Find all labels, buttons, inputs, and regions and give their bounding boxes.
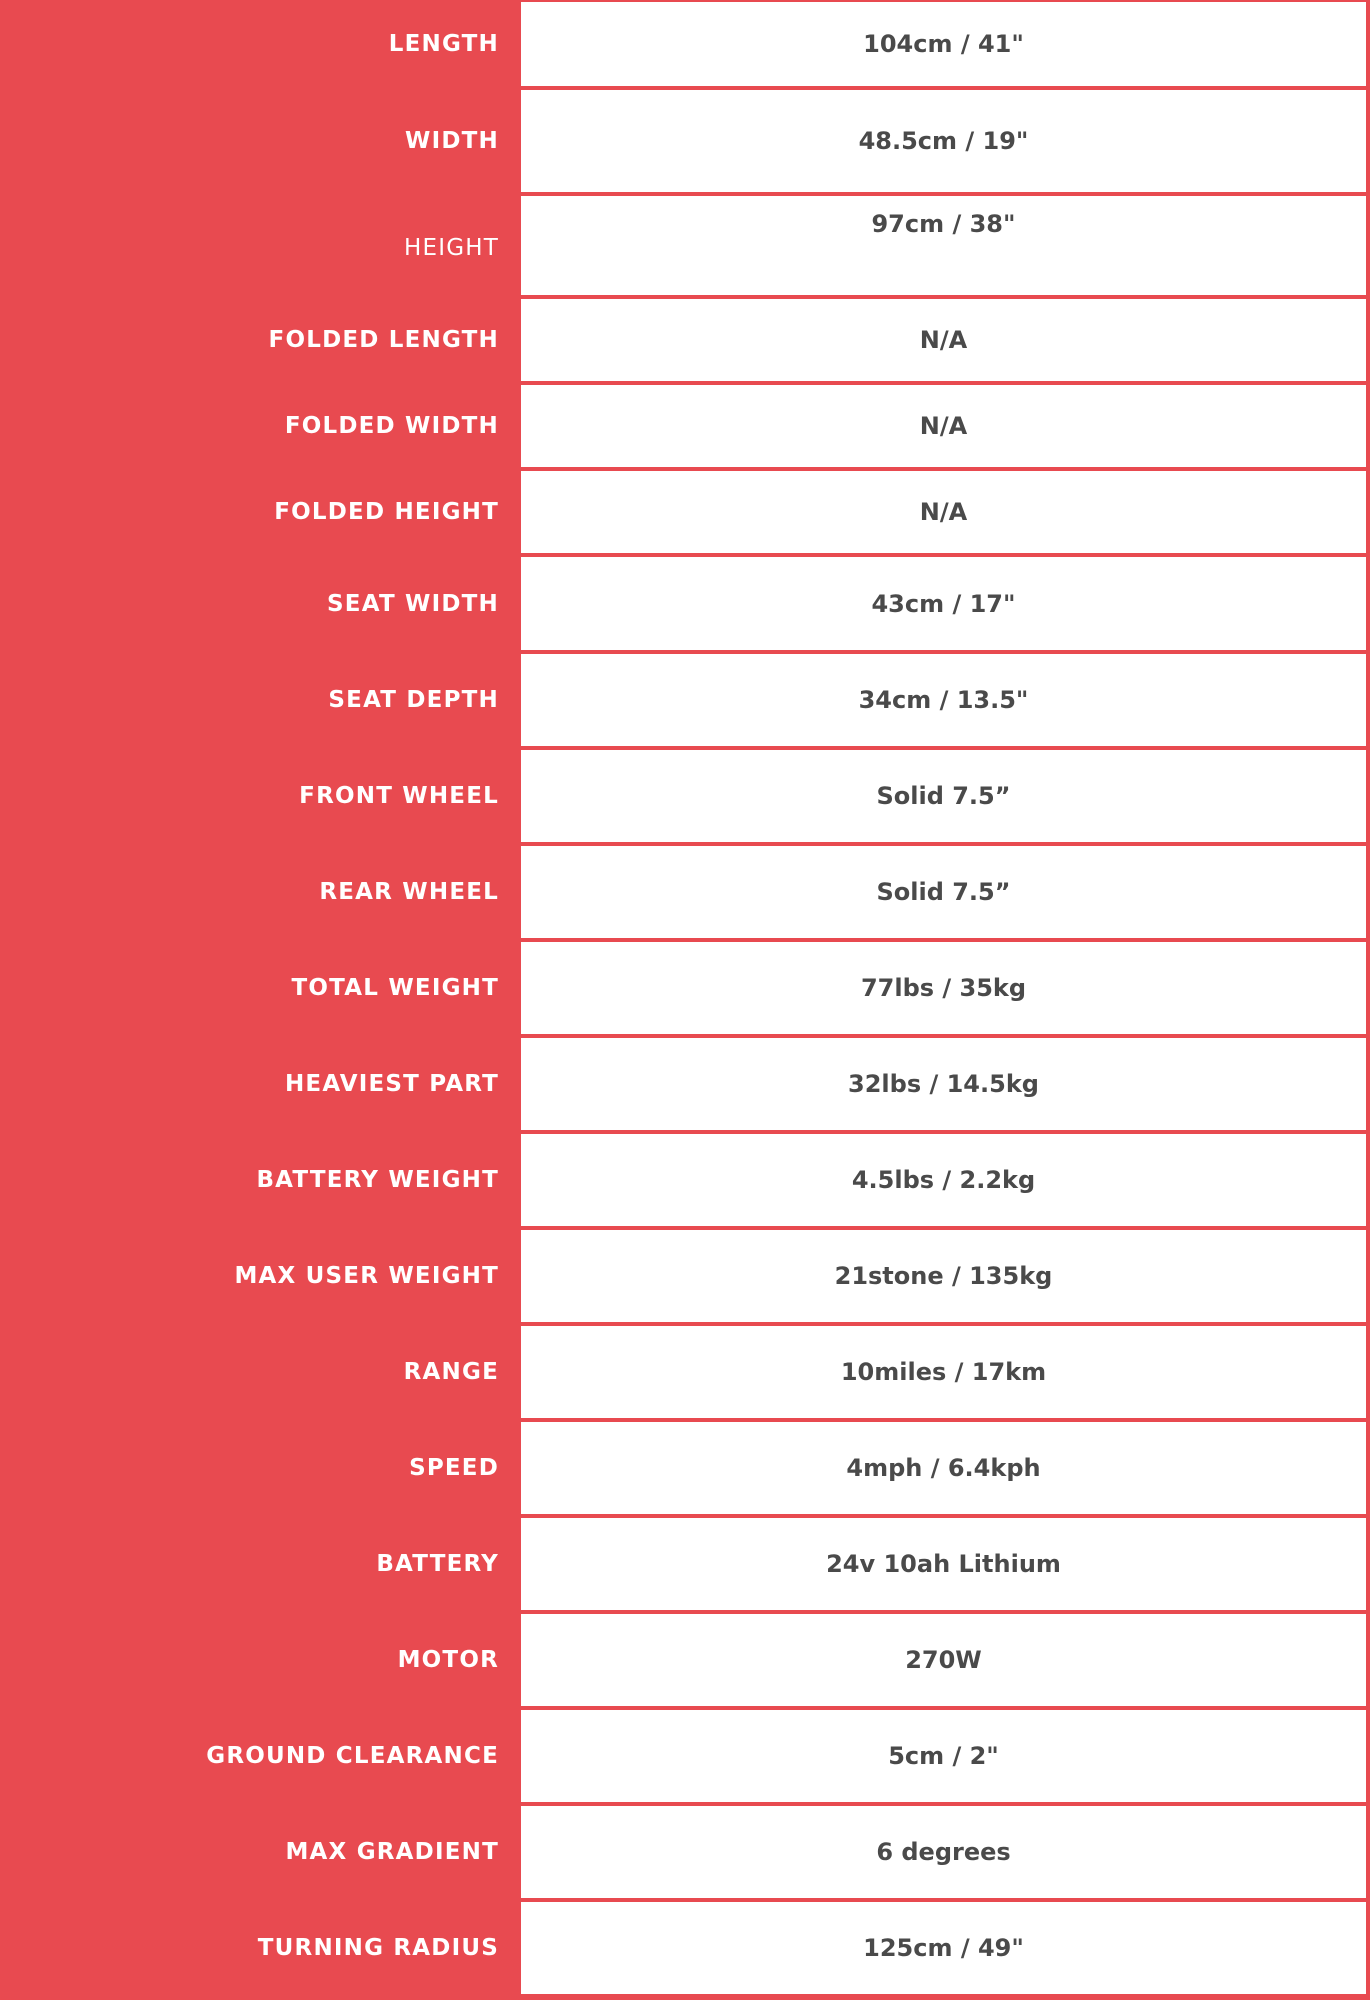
spec-value-range: 10miles / 17km	[521, 1326, 1366, 1418]
spec-value-seat-depth: 34cm / 13.5"	[521, 654, 1366, 746]
spec-value-folded-height: N/A	[521, 471, 1366, 553]
spec-row-folded-length	[0, 297, 1370, 383]
spec-label-ground-clearance: GROUND CLEARANCE	[4, 1710, 515, 1802]
spec-value-seat-width: 43cm / 17"	[521, 557, 1366, 650]
spec-value-folded-length: N/A	[521, 299, 1366, 381]
spec-label-length: LENGTH	[4, 2, 515, 86]
spec-row-total-weight	[0, 940, 1370, 1036]
spec-row-folded-height	[0, 469, 1370, 555]
spec-row-width	[0, 88, 1370, 194]
spec-label-max-gradient: MAX GRADIENT	[4, 1806, 515, 1898]
spec-value-battery-weight: 4.5lbs / 2.2kg	[521, 1134, 1366, 1226]
spec-label-front-wheel: FRONT WHEEL	[4, 750, 515, 842]
spec-row-seat-width	[0, 555, 1370, 652]
spec-label-seat-width: SEAT WIDTH	[4, 557, 515, 650]
spec-value-heaviest-part: 32lbs / 14.5kg	[521, 1038, 1366, 1130]
spec-label-folded-length: FOLDED LENGTH	[4, 299, 515, 381]
spec-label-motor: MOTOR	[4, 1614, 515, 1706]
spec-value-width: 48.5cm / 19"	[521, 90, 1366, 192]
spec-row-ground-clearance	[0, 1708, 1370, 1804]
spec-label-rear-wheel: REAR WHEEL	[4, 846, 515, 938]
spec-row-motor	[0, 1612, 1370, 1708]
spec-row-rear-wheel	[0, 844, 1370, 940]
spec-row-length	[0, 0, 1370, 88]
spec-label-battery: BATTERY	[4, 1518, 515, 1610]
spec-row-battery-weight	[0, 1132, 1370, 1228]
spec-value-max-gradient: 6 degrees	[521, 1806, 1366, 1898]
spec-row-folded-width	[0, 383, 1370, 469]
spec-label-total-weight: TOTAL WEIGHT	[4, 942, 515, 1034]
spec-row-speed	[0, 1420, 1370, 1516]
spec-label-range: RANGE	[4, 1326, 515, 1418]
spec-row-range	[0, 1324, 1370, 1420]
spec-value-folded-width: N/A	[521, 385, 1366, 467]
spec-label-folded-width: FOLDED WIDTH	[4, 385, 515, 467]
spec-row-seat-depth	[0, 652, 1370, 748]
spec-label-height: HEIGHT	[4, 196, 515, 295]
spec-row-max-gradient	[0, 1804, 1370, 1900]
spec-value-turning-radius: 125cm / 49"	[521, 1902, 1366, 1994]
spec-value-motor: 270W	[521, 1614, 1366, 1706]
spec-row-max-user-weight	[0, 1228, 1370, 1324]
spec-label-folded-height: FOLDED HEIGHT	[4, 471, 515, 553]
spec-label-width: WIDTH	[4, 90, 515, 192]
spec-row-front-wheel	[0, 748, 1370, 844]
spec-label-battery-weight: BATTERY WEIGHT	[4, 1134, 515, 1226]
spec-label-seat-depth: SEAT DEPTH	[4, 654, 515, 746]
spec-row-turning-radius	[0, 1900, 1370, 1996]
spec-label-heaviest-part: HEAVIEST PART	[4, 1038, 515, 1130]
spec-row-height	[0, 194, 1370, 297]
spec-value-battery: 24v 10ah Lithium	[521, 1518, 1366, 1610]
spec-value-speed: 4mph / 6.4kph	[521, 1422, 1366, 1514]
spec-value-height: 97cm / 38"	[521, 196, 1366, 295]
spec-value-total-weight: 77lbs / 35kg	[521, 942, 1366, 1034]
spec-value-length: 104cm / 41"	[521, 2, 1366, 86]
spec-value-rear-wheel: Solid 7.5”	[521, 846, 1366, 938]
spec-label-speed: SPEED	[4, 1422, 515, 1514]
spec-value-front-wheel: Solid 7.5”	[521, 750, 1366, 842]
spec-label-turning-radius: TURNING RADIUS	[4, 1902, 515, 1994]
spec-row-battery	[0, 1516, 1370, 1612]
spec-value-max-user-weight: 21stone / 135kg	[521, 1230, 1366, 1322]
spec-value-ground-clearance: 5cm / 2"	[521, 1710, 1366, 1802]
spec-row-heaviest-part	[0, 1036, 1370, 1132]
spec-label-max-user-weight: MAX USER WEIGHT	[4, 1230, 515, 1322]
